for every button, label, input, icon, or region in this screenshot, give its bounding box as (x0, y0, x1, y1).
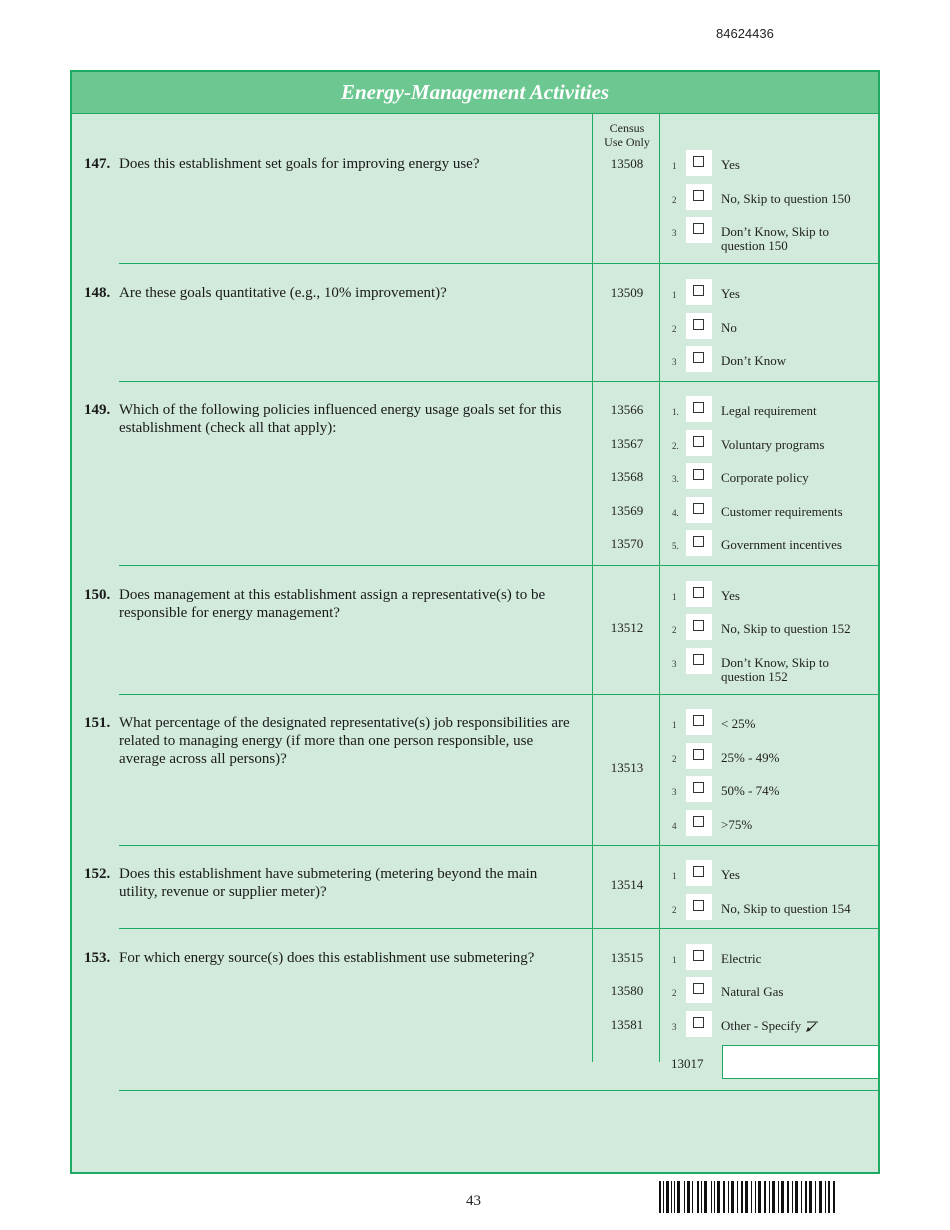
option-yes[interactable] (670, 155, 876, 175)
option-over-75[interactable] (670, 815, 876, 835)
option-dont-know-skip[interactable] (670, 222, 876, 253)
question-150 (84, 586, 574, 622)
checkbox[interactable] (686, 463, 712, 489)
option-number: 3 (672, 357, 677, 367)
option-number: 1 (672, 592, 677, 602)
census-code: 13512 (610, 620, 644, 635)
question-number: 151. (84, 715, 111, 731)
option-corporate-policy[interactable] (670, 468, 876, 488)
option-label: No, Skip to question 150 (721, 191, 851, 206)
option-number: 2 (672, 324, 677, 334)
census-use-only-header (594, 121, 660, 149)
question-text: For which energy source(s) does this establishment use submetering? (119, 950, 535, 966)
option-legal-requirement[interactable] (670, 401, 876, 421)
census-code: 13570 (610, 536, 644, 551)
option-label: Yes (721, 588, 740, 603)
question-number: 152. (84, 866, 111, 882)
option-50-74[interactable] (670, 781, 876, 801)
option-electric[interactable] (670, 949, 876, 969)
option-number: 1 (672, 720, 677, 730)
row-separator (119, 694, 878, 695)
option-label: Yes (721, 157, 740, 172)
checkbox[interactable] (686, 396, 712, 422)
question-152 (84, 865, 574, 901)
option-label: Customer requirements (721, 504, 843, 519)
question-text: Are these goals quantitative (e.g., 10% improvement)? (119, 285, 447, 301)
option-no-skip[interactable] (670, 899, 876, 919)
option-dont-know[interactable] (670, 351, 876, 371)
checkbox[interactable] (686, 530, 712, 556)
question-text: Does this establishment set goals for improving energy use? (119, 156, 480, 172)
option-number: 2. (672, 441, 679, 451)
option-number: 4 (672, 821, 677, 831)
option-label: No, Skip to question 152 (721, 621, 851, 636)
option-yes[interactable] (670, 586, 876, 606)
census-code: 13569 (610, 503, 644, 518)
question-text: What percentage of the designated representative(s) job responsibilities are related to managing energy (if more than one person responsible, use average across all persons)? (119, 715, 570, 767)
option-number: 2 (672, 905, 677, 915)
option-number: 2 (672, 988, 677, 998)
option-label: < 25% (721, 716, 756, 731)
option-label: No (721, 320, 737, 335)
page-number: 43 (466, 1193, 481, 1209)
checkbox[interactable] (686, 977, 712, 1003)
energy-management-panel (70, 70, 880, 1174)
option-label: >75% (721, 817, 753, 832)
option-no[interactable] (670, 318, 876, 338)
row-separator (119, 263, 878, 264)
option-yes[interactable] (670, 284, 876, 304)
specify-census-code: 13017 (671, 1056, 704, 1071)
question-text: Does management at this establishment assign a representative(s) to be responsible for energy management? (119, 587, 546, 621)
question-151 (84, 714, 574, 768)
census-code: 13515 (610, 950, 644, 965)
option-label: Don’t Know, Skip to question 152 (721, 655, 829, 684)
barcode (657, 1181, 837, 1213)
question-147 (84, 155, 574, 173)
checkbox[interactable] (686, 279, 712, 305)
checkbox[interactable] (686, 860, 712, 886)
question-number: 150. (84, 587, 111, 603)
option-label: 25% - 49% (721, 750, 780, 765)
option-label: Government incentives (721, 537, 842, 552)
section-header (72, 72, 878, 114)
document-id: 84624436 (716, 26, 774, 41)
question-number: 149. (84, 402, 111, 418)
question-text: Does this establishment have submetering (metering beyond the main utility, revenue or supplier meter)? (119, 866, 538, 900)
option-25-49[interactable] (670, 748, 876, 768)
option-government-incentives[interactable] (670, 535, 876, 555)
option-label: Don’t Know (721, 353, 787, 368)
question-148 (84, 284, 574, 302)
checkbox[interactable] (686, 184, 712, 210)
checkbox[interactable] (686, 217, 712, 243)
checkbox[interactable] (686, 1011, 712, 1037)
question-number: 153. (84, 950, 111, 966)
checkbox[interactable] (686, 581, 712, 607)
question-149 (84, 401, 574, 437)
row-separator (119, 381, 878, 382)
row-separator (119, 845, 878, 846)
option-label: Yes (721, 867, 740, 882)
checkbox[interactable] (686, 313, 712, 339)
census-code: 13567 (610, 436, 644, 451)
census-code: 13581 (610, 1017, 644, 1032)
option-number: 3 (672, 1022, 677, 1032)
option-yes[interactable] (670, 865, 876, 885)
question-number: 148. (84, 285, 111, 301)
option-number: 4. (672, 508, 679, 518)
option-dont-know-skip[interactable] (670, 653, 876, 684)
checkbox[interactable] (686, 497, 712, 523)
checkbox[interactable] (686, 894, 712, 920)
option-label: Voluntary programs (721, 437, 825, 452)
checkbox[interactable] (686, 776, 712, 802)
question-text: Which of the following policies influenced energy usage goals set for this establishment (check all that apply): (119, 402, 562, 436)
option-number: 2 (672, 754, 677, 764)
option-number: 3. (672, 474, 679, 484)
option-number: 5. (672, 541, 679, 551)
answer-column-divider (659, 114, 660, 1062)
checkbox[interactable] (686, 944, 712, 970)
option-number: 1 (672, 955, 677, 965)
checkbox[interactable] (686, 346, 712, 372)
option-label: Yes (721, 286, 740, 301)
option-number: 3 (672, 659, 677, 669)
option-no-skip[interactable] (670, 189, 876, 209)
census-code: 13568 (610, 469, 644, 484)
census-header-line-2: Use Only (604, 135, 650, 149)
option-number: 3 (672, 228, 677, 238)
row-separator (119, 565, 878, 566)
question-153 (84, 949, 574, 967)
option-no-skip[interactable] (670, 619, 876, 639)
option-number: 1 (672, 871, 677, 881)
option-number: 3 (672, 787, 677, 797)
census-code: 13509 (610, 285, 644, 300)
option-label-text: Other - Specify (721, 1018, 802, 1033)
checkbox[interactable] (686, 614, 712, 640)
section-title: Energy-Management Activities (340, 80, 610, 104)
option-label: Corporate policy (721, 470, 809, 485)
arrow-down-left-icon (805, 1021, 819, 1033)
census-column-divider (592, 114, 593, 1062)
census-header-line-1: Census (609, 121, 645, 135)
census-code: 13514 (610, 877, 644, 892)
option-customer-requirements[interactable] (670, 502, 876, 522)
checkbox[interactable] (686, 810, 712, 836)
option-label: Natural Gas (721, 984, 784, 999)
option-label: Legal requirement (721, 403, 817, 418)
specify-other-input[interactable] (722, 1045, 878, 1079)
option-under-25[interactable] (670, 714, 876, 734)
checkbox[interactable] (686, 430, 712, 456)
option-voluntary-programs[interactable] (670, 435, 876, 455)
checkbox[interactable] (686, 648, 712, 674)
option-label: Don’t Know, Skip to question 150 (721, 224, 829, 253)
row-separator (119, 1090, 878, 1091)
option-number: 1 (672, 161, 677, 171)
option-label: 50% - 74% (721, 783, 780, 798)
option-natural-gas[interactable] (670, 982, 876, 1002)
option-label: Electric (721, 951, 762, 966)
question-number: 147. (84, 156, 111, 172)
row-separator (119, 928, 878, 929)
option-number: 1. (672, 407, 679, 417)
option-number: 2 (672, 195, 677, 205)
option-label: No, Skip to question 154 (721, 901, 851, 916)
option-label (721, 1019, 871, 1033)
option-number: 2 (672, 625, 677, 635)
census-code: 13566 (610, 402, 644, 417)
census-code: 13508 (610, 156, 644, 171)
checkbox[interactable] (686, 150, 712, 176)
checkbox[interactable] (686, 743, 712, 769)
option-number: 1 (672, 290, 677, 300)
census-code: 13513 (610, 760, 644, 775)
option-other-specify[interactable] (670, 1016, 876, 1036)
census-code: 13580 (610, 983, 644, 998)
checkbox[interactable] (686, 709, 712, 735)
